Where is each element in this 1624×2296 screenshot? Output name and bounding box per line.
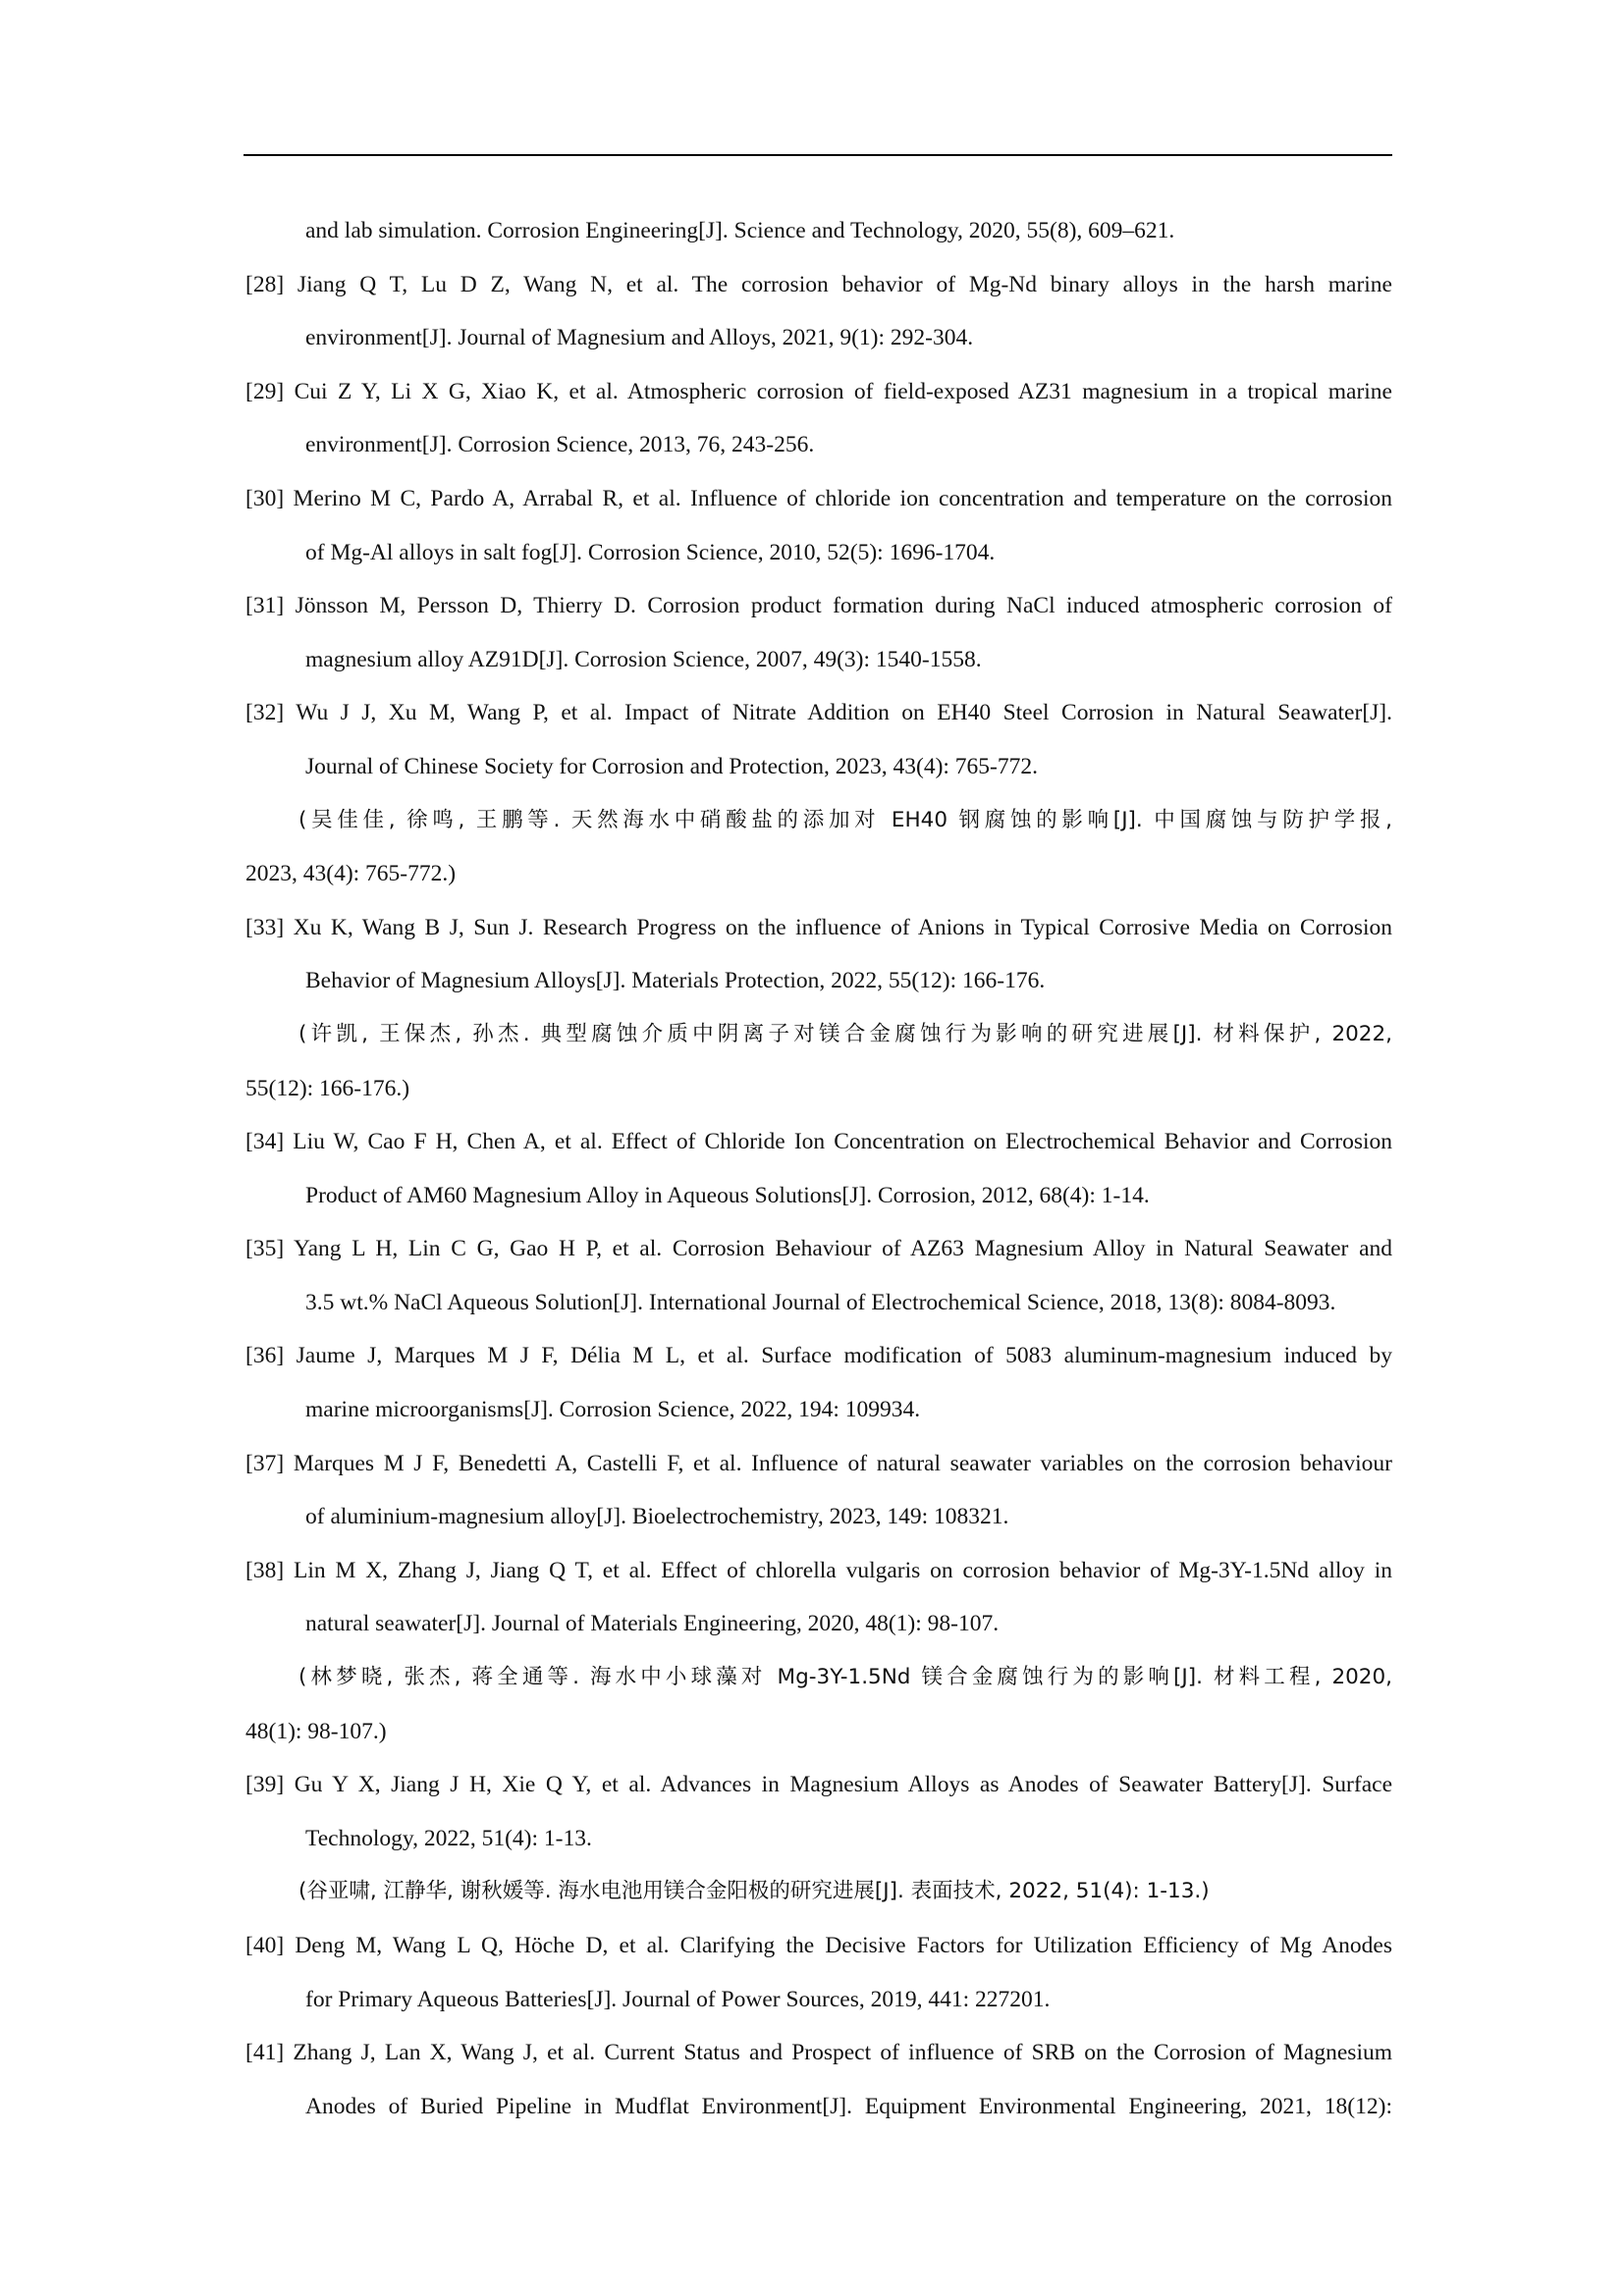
ref-36-line: [36] Jaume J, Marques M J F, Délia M L, et al. Surface modification of 5083 aluminum-magnesium induced by bbox=[245, 1343, 1392, 1369]
ref-39-chinese-line: (谷亚啸, 江静华, 谢秋媛等. 海水电池用镁合金阳极的研究进展[J]. 表面技术, 2022, 51(4): 1-13.) bbox=[298, 1879, 1210, 1904]
ref-36-cont-line: marine microorganisms[J]. Corrosion Science, 2022, 194: 109934. bbox=[305, 1397, 921, 1423]
ref-29-line: [29] Cui Z Y, Li X G, Xiao K, et al. Atmospheric corrosion of field-exposed AZ31 magnesium in a tropical marine bbox=[245, 378, 1392, 404]
ref-38-cont-line: natural seawater[J]. Journal of Materials Engineering, 2020, 48(1): 98-107. bbox=[305, 1611, 1000, 1637]
reference-list bbox=[245, 204, 1392, 2133]
ref-33-chinese-line: (许凯, 王保杰, 孙杰. 典型腐蚀介质中阴离子对镁合金腐蚀行为影响的研究进展[J]. 材料保护, 2022, bbox=[298, 1021, 1392, 1046]
ref-31-cont-line: magnesium alloy AZ91D[J]. Corrosion Science, 2007, 49(3): 1540-1558. bbox=[305, 646, 982, 672]
ref-33-line: [33] Xu K, Wang B J, Sun J. Research Progress on the influence of Anions in Typical Corrosive Media on Corrosion bbox=[245, 914, 1392, 940]
ref-34-cont-line: Product of AM60 Magnesium Alloy in Aqueous Solutions[J]. Corrosion, 2012, 68(4): 1-14. bbox=[305, 1182, 1150, 1208]
header-rule bbox=[244, 154, 1392, 156]
ref-40-line: [40] Deng M, Wang L Q, Höche D, et al. Clarifying the Decisive Factors for Utilization Efficiency of Mg Anodes bbox=[245, 1933, 1392, 1958]
ref-35-cont-line: 3.5 wt.% NaCl Aqueous Solution[J]. International Journal of Electrochemical Science, 2018, 13(8): 8084-8093. bbox=[305, 1289, 1336, 1315]
ref-39-cont-line: Technology, 2022, 51(4): 1-13. bbox=[305, 1825, 592, 1851]
ref-38-chinese-line: (林梦晓, 张杰, 蒋全通等. 海水中小球藻对 Mg-3Y-1.5Nd 镁合金腐蚀行为的影响[J]. 材料工程, 2020, bbox=[298, 1665, 1392, 1690]
ref-27-cont-line: and lab simulation. Corrosion Engineering[J]. Science and Technology, 2020, 55(8), 609–621. bbox=[305, 218, 1175, 243]
ref-38-chinese-cont-line: 48(1): 98-107.) bbox=[245, 1718, 387, 1744]
ref-41-cont-line: Anodes of Buried Pipeline in Mudflat Environment[J]. Equipment Environmental Engineering, 2021, 18(12): bbox=[305, 2093, 1392, 2119]
ref-40-cont-line: for Primary Aqueous Batteries[J]. Journal of Power Sources, 2019, 441: 227201. bbox=[305, 1986, 1051, 2012]
ref-32-cont-line: Journal of Chinese Society for Corrosion and Protection, 2023, 43(4): 765-772. bbox=[305, 753, 1039, 779]
ref-30-cont-line: of Mg-Al alloys in salt fog[J]. Corrosion Science, 2010, 52(5): 1696-1704. bbox=[305, 539, 996, 565]
ref-41-line: [41] Zhang J, Lan X, Wang J, et al. Current Status and Prospect of influence of SRB on the Corrosion of Magnesium bbox=[245, 2040, 1392, 2066]
ref-31-line: [31] Jönsson M, Persson D, Thierry D. Corrosion product formation during NaCl induced atmospheric corrosion of bbox=[245, 593, 1392, 619]
ref-32-line: [32] Wu J J, Xu M, Wang P, et al. Impact of Nitrate Addition on EH40 Steel Corrosion in Natural Seawater[J]. bbox=[245, 700, 1392, 726]
ref-37-line: [37] Marques M J F, Benedetti A, Castelli F, et al. Influence of natural seawater variables on the corrosion behaviour bbox=[245, 1450, 1392, 1476]
ref-30-line: [30] Merino M C, Pardo A, Arrabal R, et al. Influence of chloride ion concentration and temperature on the corrosion bbox=[245, 485, 1392, 511]
ref-33-cont-line: Behavior of Magnesium Alloys[J]. Materials Protection, 2022, 55(12): 166-176. bbox=[305, 968, 1046, 994]
ref-38-line: [38] Lin M X, Zhang J, Jiang Q T, et al. Effect of chlorella vulgaris on corrosion behavior of Mg-3Y-1.5Nd alloy in bbox=[245, 1557, 1392, 1583]
ref-28-line: [28] Jiang Q T, Lu D Z, Wang N, et al. The corrosion behavior of Mg-Nd binary alloys in the harsh marine bbox=[245, 271, 1392, 297]
ref-33-chinese-cont-line: 55(12): 166-176.) bbox=[245, 1075, 410, 1101]
ref-29-cont-line: environment[J]. Corrosion Science, 2013, 76, 243-256. bbox=[305, 432, 815, 458]
ref-35-line: [35] Yang L H, Lin C G, Gao H P, et al. Corrosion Behaviour of AZ63 Magnesium Alloy in Natural Seawater and bbox=[245, 1236, 1392, 1262]
ref-39-line: [39] Gu Y X, Jiang J H, Xie Q Y, et al. Advances in Magnesium Alloys as Anodes of Seawater Battery[J]. Surface bbox=[245, 1772, 1392, 1798]
ref-34-line: [34] Liu W, Cao F H, Chen A, et al. Effect of Chloride Ion Concentration on Electrochemical Behavior and Corrosion bbox=[245, 1129, 1392, 1155]
ref-32-chinese-cont-line: 2023, 43(4): 765-772.) bbox=[245, 861, 457, 887]
ref-28-cont-line: environment[J]. Journal of Magnesium and Alloys, 2021, 9(1): 292-304. bbox=[305, 325, 974, 351]
ref-37-cont-line: of aluminium-magnesium alloy[J]. Bioelectrochemistry, 2023, 149: 108321. bbox=[305, 1504, 1009, 1530]
ref-32-chinese-line: (吴佳佳, 徐鸣, 王鹏等. 天然海水中硝酸盐的添加对 EH40 钢腐蚀的影响[J]. 中国腐蚀与防护学报, bbox=[298, 807, 1392, 832]
